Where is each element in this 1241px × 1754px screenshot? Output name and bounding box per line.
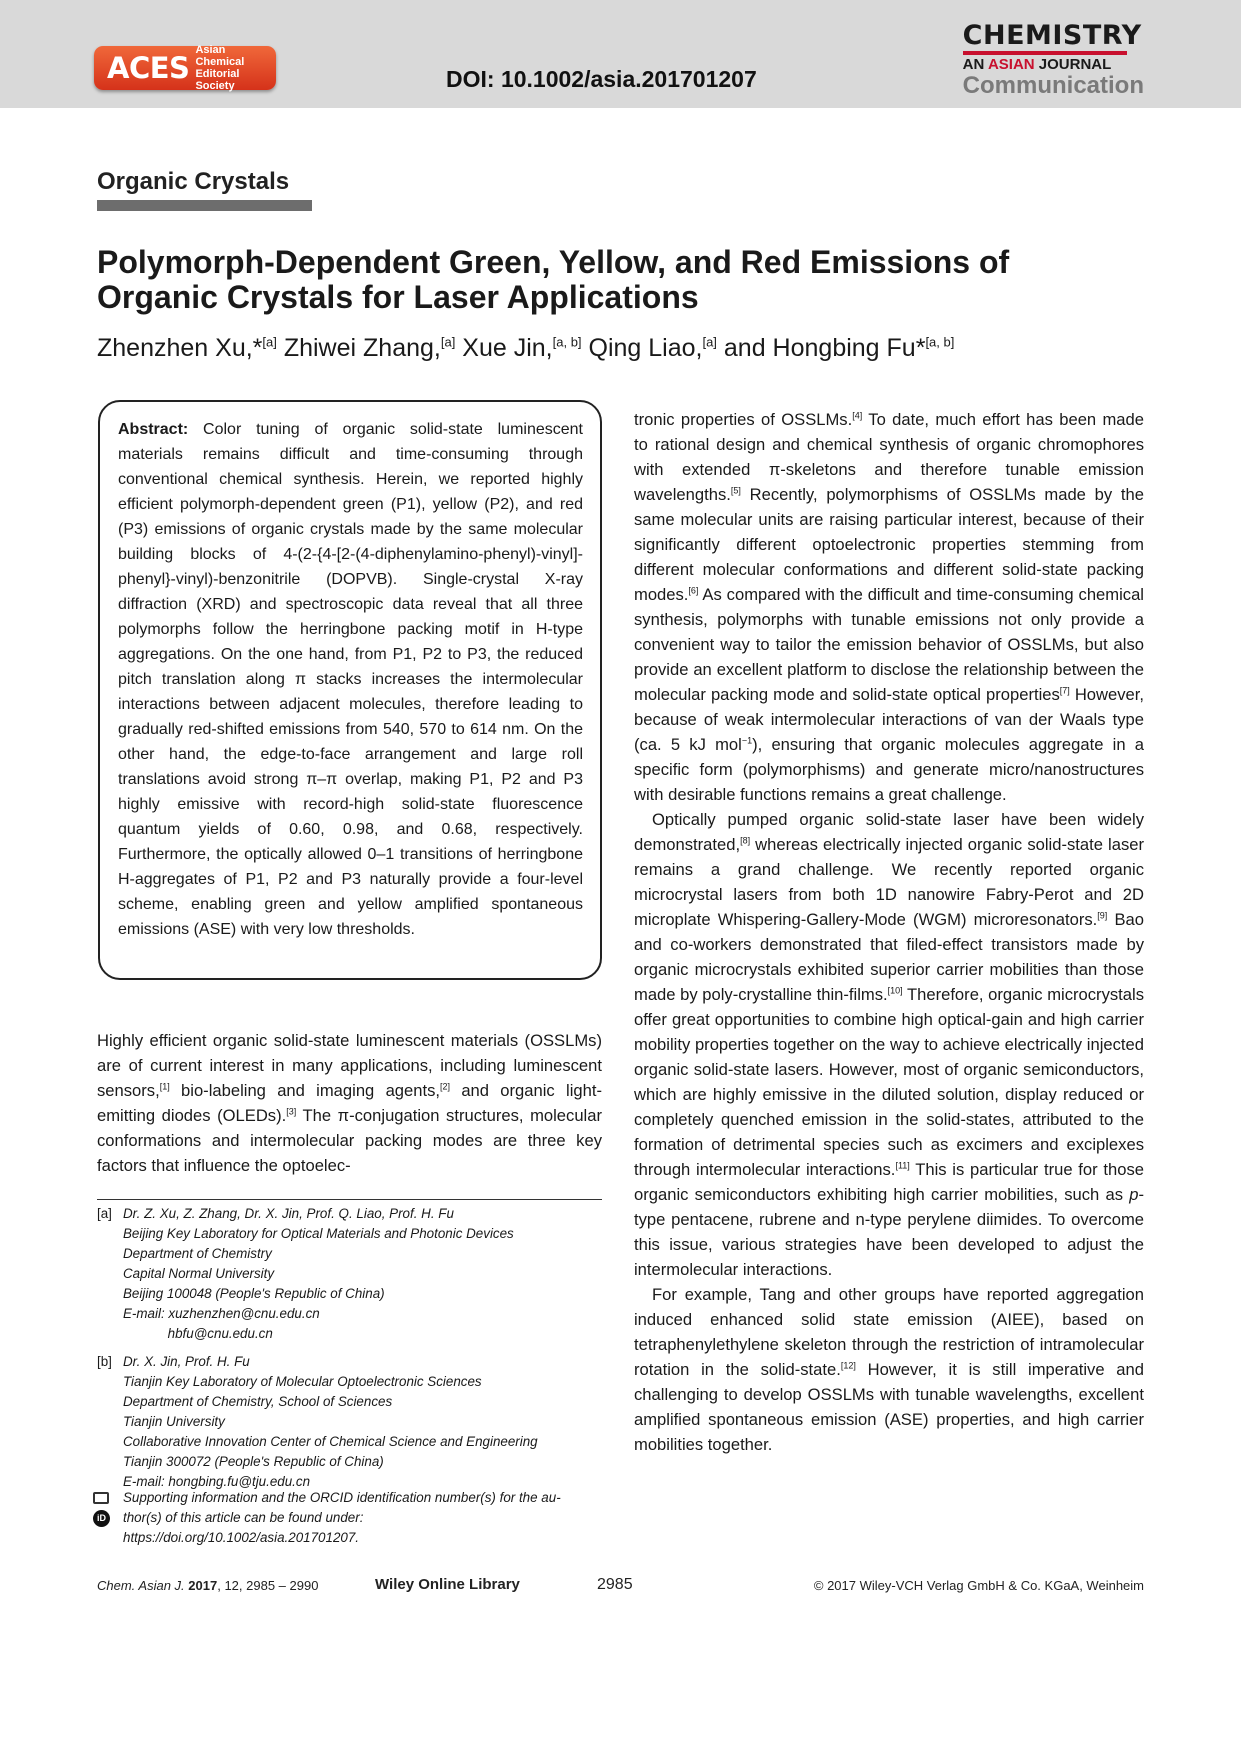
orcid-icon[interactable]: iD <box>93 1510 110 1527</box>
left-column <box>97 1028 602 1178</box>
footer-copyright: © 2017 Wiley-VCH Verlag GmbH & Co. KGaA, Weinheim <box>813 1578 1144 1593</box>
page-number: 2985 <box>597 1576 633 1593</box>
author-name: Zhenzhen Xu,* <box>97 334 263 362</box>
author-separator <box>277 334 284 362</box>
affiliation-line: Collaborative Innovation Center of Chemical Science and Engineering <box>123 1434 538 1449</box>
email-link[interactable]: hbfu@cnu.edu.cn <box>123 1326 273 1341</box>
abstract-box <box>98 400 602 980</box>
footer-year: 2017 <box>188 1578 218 1593</box>
supporting-info-link[interactable]: https://doi.org/10.1002/asia.201701207. <box>123 1530 360 1545</box>
citation-link[interactable]: [12] <box>840 1360 856 1371</box>
email-link[interactable]: E-mail: xuzhenzhen@cnu.edu.cn <box>123 1306 320 1321</box>
citation-link[interactable]: [2] <box>440 1081 451 1092</box>
citation-link[interactable]: [6] <box>688 585 699 596</box>
body-paragraph: For example, Tang and other groups have reported aggregation induced enhanced solid state emission (AIEE), based on tetraphenylethylene skeleton through the restriction of intramolecular rotation in the solid-state.[12] However, it is still imperative and challenging to develop OSSLMs with tunable wavelengths, excellent amplified spontaneous emission (ASE) properties, and high carrier mobilities together. <box>634 1285 1144 1454</box>
affiliation-key: [a] <box>97 1206 112 1221</box>
citation-link[interactable]: [5] <box>730 485 741 496</box>
body-paragraph: Optically pumped organic solid-state laser have been widely demonstrated,[8] whereas electrically injected organic solid-state laser remains a grand challenge. We recently reported organic microcrystal lasers from both 1D nanowire Fabry-Perot and 2D microplate Whispering-Gallery-Mode (WGM) microresonators.[9] Bao and co-workers demonstrated that filed-effect transistors made by organic microcrystals exhibited superior carrier mobilities than those made by poly-crystalline thin-films.[10] Therefore, organic microcrystals offer great opportunities to combine high optical-gain and high carrier mobility properties together on the way to achieve electrically injected organic solid-state lasers. However, most of organic semiconductors, which are highly emissive in the diluted solution, display reduced or completely quenched emission in the solid-states, attributed to the formation of detrimental species such as excimers and exciplexes through intermolecular interactions.[11] This is particular true for those organic semiconductors exhibiting high carrier mobilities, such as p-type pentacene, rubrene and n-type perylene diimides. To overcome this issue, various strategies have been developed to adjust the intermolecular interactions. <box>634 810 1144 1279</box>
author-affiliation: [a] <box>702 334 717 350</box>
abstract-text <box>118 417 583 942</box>
author-name: Xue Jin, <box>462 334 553 362</box>
aces-logo[interactable] <box>94 46 276 90</box>
author-affiliation: [a, b] <box>925 334 955 350</box>
author-separator <box>582 334 589 362</box>
italic-term: p <box>1129 1185 1139 1204</box>
journal-red-rule <box>963 51 1127 55</box>
journal-name: CHEMISTRY <box>962 20 1142 51</box>
author-affiliation: [a] <box>440 334 456 350</box>
journal-asian: ASIAN <box>987 56 1035 73</box>
supporting-info-line: thor(s) of this article can be found under: <box>123 1510 364 1525</box>
aces-logo-line2: Editorial Society <box>195 68 240 92</box>
affiliation-line: Department of Chemistry, School of Sciences <box>123 1394 393 1409</box>
affiliation-line: Tianjin University <box>123 1414 225 1429</box>
affiliation-rule <box>97 1199 602 1200</box>
affiliation-line: Beijing Key Laboratory for Optical Materials and Photonic Devices <box>123 1226 514 1241</box>
affiliation-line: Dr. Z. Xu, Z. Zhang, Dr. X. Jin, Prof. Q. Liao, Prof. H. Fu <box>123 1206 454 1221</box>
citation-link[interactable]: [9] <box>1097 910 1108 921</box>
abstract-body: Color tuning of organic solid-state luminescent materials remains difficult and time-consuming through conventional chemical synthesis. Herein, we reported highly efficient polymorph-dependent green (P1), yellow (P2), and red (P3) emissions of organic crystals made by the same molecular building blocks of 4-(2-{4-[2-(4-diphenylamino-phenyl)-vinyl]-phenyl}-vinyl)-benzonitrile (DOPVB). Single-crystal X-ray diffraction (XRD) and spectroscopic data reveal that all three polymorphs follow the herringbone packing motif in H-type aggregations. On the one hand, from P1, P2 to P3, the reduced pitch translation along π stacks increases the intermolecular interactions between adjacent molecules, therefore leading to gradually red-shifted emissions from 540, 570 to 614 nm. On the other hand, the edge-to-face arrangement and large roll translations avoid strong π–π overlap, making P1, P2 and P3 highly emissive with record-high solid-state fluorescence quantum yields of 0.60, 0.98, and 0.68, respectively. Furthermore, the optically allowed 0–1 transitions of herringbone H-aggregates of P1, P2 and P3 naturally provide a four-level scheme, enabling green and yellow amplified spontaneous emissions (ASE) with very low thresholds. <box>118 421 583 938</box>
citation-link[interactable]: [8] <box>740 835 751 846</box>
affiliation-key: [b] <box>97 1354 112 1369</box>
author-separator: and <box>716 334 773 362</box>
wiley-online-library-link[interactable]: Wiley Online Library <box>375 1576 520 1593</box>
affiliation-line: Beijing 100048 (People's Republic of China) <box>123 1286 385 1301</box>
journal-journal: JOURNAL <box>1034 56 1112 73</box>
author-affiliation: [a] <box>262 334 277 350</box>
footer-volume: , 12, 2985 – 2990 <box>217 1578 319 1593</box>
affiliation-line: Dr. X. Jin, Prof. H. Fu <box>123 1354 250 1369</box>
citation-link[interactable]: [7] <box>1059 685 1070 696</box>
footer-journal: Chem. Asian J. <box>97 1578 185 1593</box>
author-name: Zhiwei Zhang, <box>283 334 441 362</box>
supporting-info <box>97 1488 602 1548</box>
section-label: Organic Crystals <box>97 168 290 195</box>
intro-paragraph: Highly efficient organic solid-state luminescent materials (OSSLMs) are of current interest in many applications, including luminescent sensors,[1] bio-labeling and imaging agents,[2] and organic light-emitting diodes (OLEDs).[3] The π-conjugation structures, molecular conformations and intermolecular packing modes are three key factors that influence the optoelec- <box>97 1031 602 1175</box>
affiliation-line: Department of Chemistry <box>123 1246 272 1261</box>
unit-exponent: −1 <box>741 735 753 746</box>
citation-link[interactable]: [1] <box>159 1081 170 1092</box>
citation-link[interactable]: [4] <box>852 410 863 421</box>
aces-logo-subtitle <box>195 44 276 92</box>
footer-citation <box>97 1578 318 1593</box>
affiliation-line: Tianjin Key Laboratory of Molecular Optoelectronic Sciences <box>123 1374 482 1389</box>
journal-an: AN <box>962 56 988 73</box>
body-paragraph: tronic properties of OSSLMs.[4] To date, much effort has been made to rational design and chemical synthesis of organic chromophores with extended π-skeletons and therefore tunable emission wavelengths.[5] Recently, polymorphisms of OSSLMs made by the same molecular units are raising particular interest, because of their significantly different optoelectronic properties stemming from different molecular conformations and different solid-state packing modes.[6] As compared with the difficult and time-consuming chemical synthesis, polymorphs with tunable emissions not only provide a convenient way to tailor the emission behavior of OSSLMs, but also provide an excellent platform to disclose the relationship between the molecular packing mode and solid-state optical properties[7] However, because of weak intermolecular interactions of van der Waals type (ca. 5 kJ mol$^{-1}$), ensuring that organic molecules aggregate in a specific form (polymorphisms) and generate micro/nanostructures with desirable functions remains a great challenge. <box>634 410 1145 804</box>
affiliation-line: Capital Normal University <box>123 1266 275 1281</box>
citation-link[interactable]: [3] <box>286 1106 297 1117</box>
affiliation-b <box>97 1352 602 1492</box>
right-column <box>634 407 1144 1457</box>
author-list <box>97 334 1137 363</box>
article-type: Communication <box>962 72 1144 99</box>
author-affiliation: [a, b] <box>552 334 582 350</box>
doi-link[interactable]: DOI: 10.1002/asia.201701207 <box>446 66 757 92</box>
journal-subtitle <box>963 57 1144 73</box>
aces-logo-line1: Asian Chemical <box>195 44 245 68</box>
journal-masthead <box>963 22 1144 99</box>
citation-link[interactable]: [11] <box>895 1160 910 1171</box>
article-title: Polymorph-Dependent Green, Yellow, and Red Emissions of Organic Crystals for Laser Applications <box>97 244 1010 315</box>
aces-logo-word: ACES <box>107 51 190 85</box>
citation-link[interactable]: [10] <box>887 985 903 996</box>
supporting-info-line: Supporting information and the ORCID identification number(s) for the au- <box>123 1490 561 1505</box>
abstract-label: Abstract: <box>118 421 189 438</box>
email-link[interactable]: E-mail: hongbing.fu@tju.edu.cn <box>123 1474 311 1489</box>
author-name: Hongbing Fu* <box>772 334 926 362</box>
section-bar <box>97 200 312 211</box>
author-name: Qing Liao, <box>588 334 703 362</box>
affiliation-line: Tianjin 300072 (People's Republic of China) <box>123 1454 384 1469</box>
affiliation-a <box>97 1204 602 1344</box>
